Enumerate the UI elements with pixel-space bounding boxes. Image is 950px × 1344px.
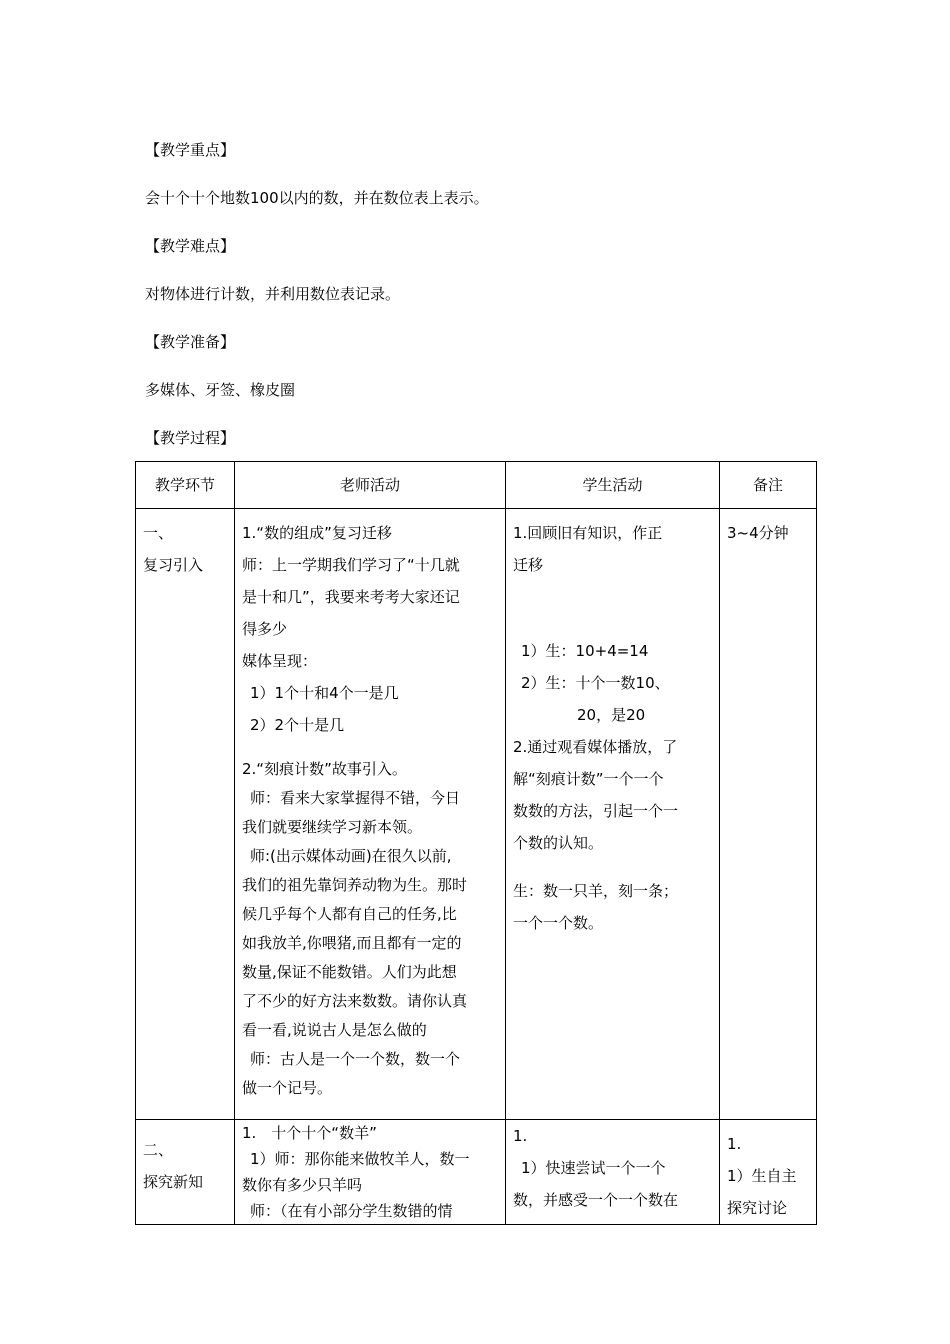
difficulty-text: 对物体进行计数，并利用数位表记录。 (145, 285, 401, 303)
notes-cell (720, 509, 817, 1120)
lesson-process-table (135, 461, 817, 1225)
teacher-line: 如我放羊,你喂猪,而且都有一定的 (242, 934, 462, 952)
teacher-activity-cell (235, 1120, 506, 1225)
teacher-line: 2.“刻痕计数”故事引入。 (242, 760, 407, 778)
stage-title: 复习引入 (143, 556, 204, 574)
stage-number: 二、 (143, 1141, 174, 1159)
teacher-line: 师：看来大家掌握得不错，今日 (250, 789, 461, 807)
teacher-line: 数你有多少只羊吗 (242, 1176, 363, 1194)
teacher-line: 1. 十个十个“数羊” (242, 1124, 377, 1142)
student-line: 2）生：十个一数10、 (521, 674, 670, 692)
notes-cell (720, 1120, 817, 1225)
teacher-line: 1）师：那你能来做牧羊人，数一 (250, 1150, 470, 1168)
teacher-line: 看一看,说说古人是怎么做的 (242, 1021, 427, 1039)
teacher-line: 我们的祖先靠饲养动物为生。那时 (242, 876, 468, 894)
stage-number: 一、 (143, 524, 174, 542)
student-line: 1.回顾旧有知识，作正 (513, 524, 663, 542)
header-student-activity: 学生活动 (506, 462, 720, 509)
student-line: 解“刻痕计数”一个一个 (513, 770, 664, 788)
student-line: 2.通过观看媒体播放，了 (513, 738, 678, 756)
header-notes: 备注 (720, 462, 817, 509)
stage-cell (136, 1120, 235, 1225)
difficulty-heading: 【教学难点】 (145, 237, 236, 255)
teacher-line: 是十和几”，我要来考考大家还记 (242, 588, 460, 606)
stage-cell (136, 509, 235, 1120)
teacher-line: 媒体呈现： (242, 652, 318, 670)
teacher-line: 2）2个十是几 (250, 716, 345, 734)
process-heading: 【教学过程】 (145, 429, 236, 447)
stage-title: 探究新知 (143, 1173, 204, 1191)
student-line: 迁移 (513, 556, 544, 574)
student-activity-cell (506, 1120, 720, 1225)
note-line: 探究讨论 (727, 1199, 788, 1217)
duration-note: 3~4分钟 (727, 524, 789, 542)
preparation-text: 多媒体、牙签、橡皮圈 (145, 381, 296, 399)
focus-text: 会十个十个地数100以内的数，并在数位表上表示。 (145, 189, 489, 207)
teacher-line: 得多少 (242, 620, 288, 638)
student-line: 数数的方法，引起一个一 (513, 802, 679, 820)
teacher-line: 师：（在有小部分学生数错的情 (250, 1202, 453, 1220)
student-line: 数，并感受一个一个数在 (513, 1191, 679, 1209)
teacher-line: 我们就要继续学习新本领。 (242, 818, 423, 836)
table-row (136, 509, 817, 1120)
student-line: 1）生：10+4=14 (521, 642, 649, 660)
table-row (136, 1120, 817, 1225)
table-header-row (136, 462, 817, 509)
student-line: 1）快速尝试一个一个 (521, 1159, 666, 1177)
focus-heading: 【教学重点】 (145, 141, 236, 159)
teacher-activity-cell (235, 509, 506, 1120)
teacher-line: 候几乎每个人都有自己的任务,比 (242, 905, 457, 923)
student-line: 1. (513, 1127, 528, 1145)
student-activity-cell (506, 509, 720, 1120)
note-line: 1）生自主 (727, 1167, 797, 1185)
teacher-line: 师:(出示媒体动画)在很久以前, (250, 847, 452, 865)
teacher-line: 师：上一学期我们学习了“十几就 (242, 556, 460, 574)
teacher-line: 了不少的好方法来数数。请你认真 (242, 992, 468, 1010)
header-stage: 教学环节 (136, 462, 235, 509)
teacher-line: 做一个记号。 (242, 1079, 333, 1097)
preparation-heading: 【教学准备】 (145, 333, 236, 351)
student-line: 20，是20 (577, 706, 646, 724)
teacher-line: 师：古人是一个一个数，数一个 (250, 1050, 461, 1068)
student-line: 一个一个数。 (513, 914, 604, 932)
teacher-line: 1.“数的组成”复习迁移 (242, 524, 392, 542)
teacher-line: 1）1个十和4个一是几 (250, 684, 399, 702)
student-line: 个数的认知。 (513, 834, 604, 852)
note-line: 1. (727, 1135, 742, 1153)
teacher-line: 数量,保证不能数错。人们为此想 (242, 963, 457, 981)
header-teacher-activity: 老师活动 (235, 462, 506, 509)
student-line: 生：数一只羊，刻一条； (513, 882, 679, 900)
